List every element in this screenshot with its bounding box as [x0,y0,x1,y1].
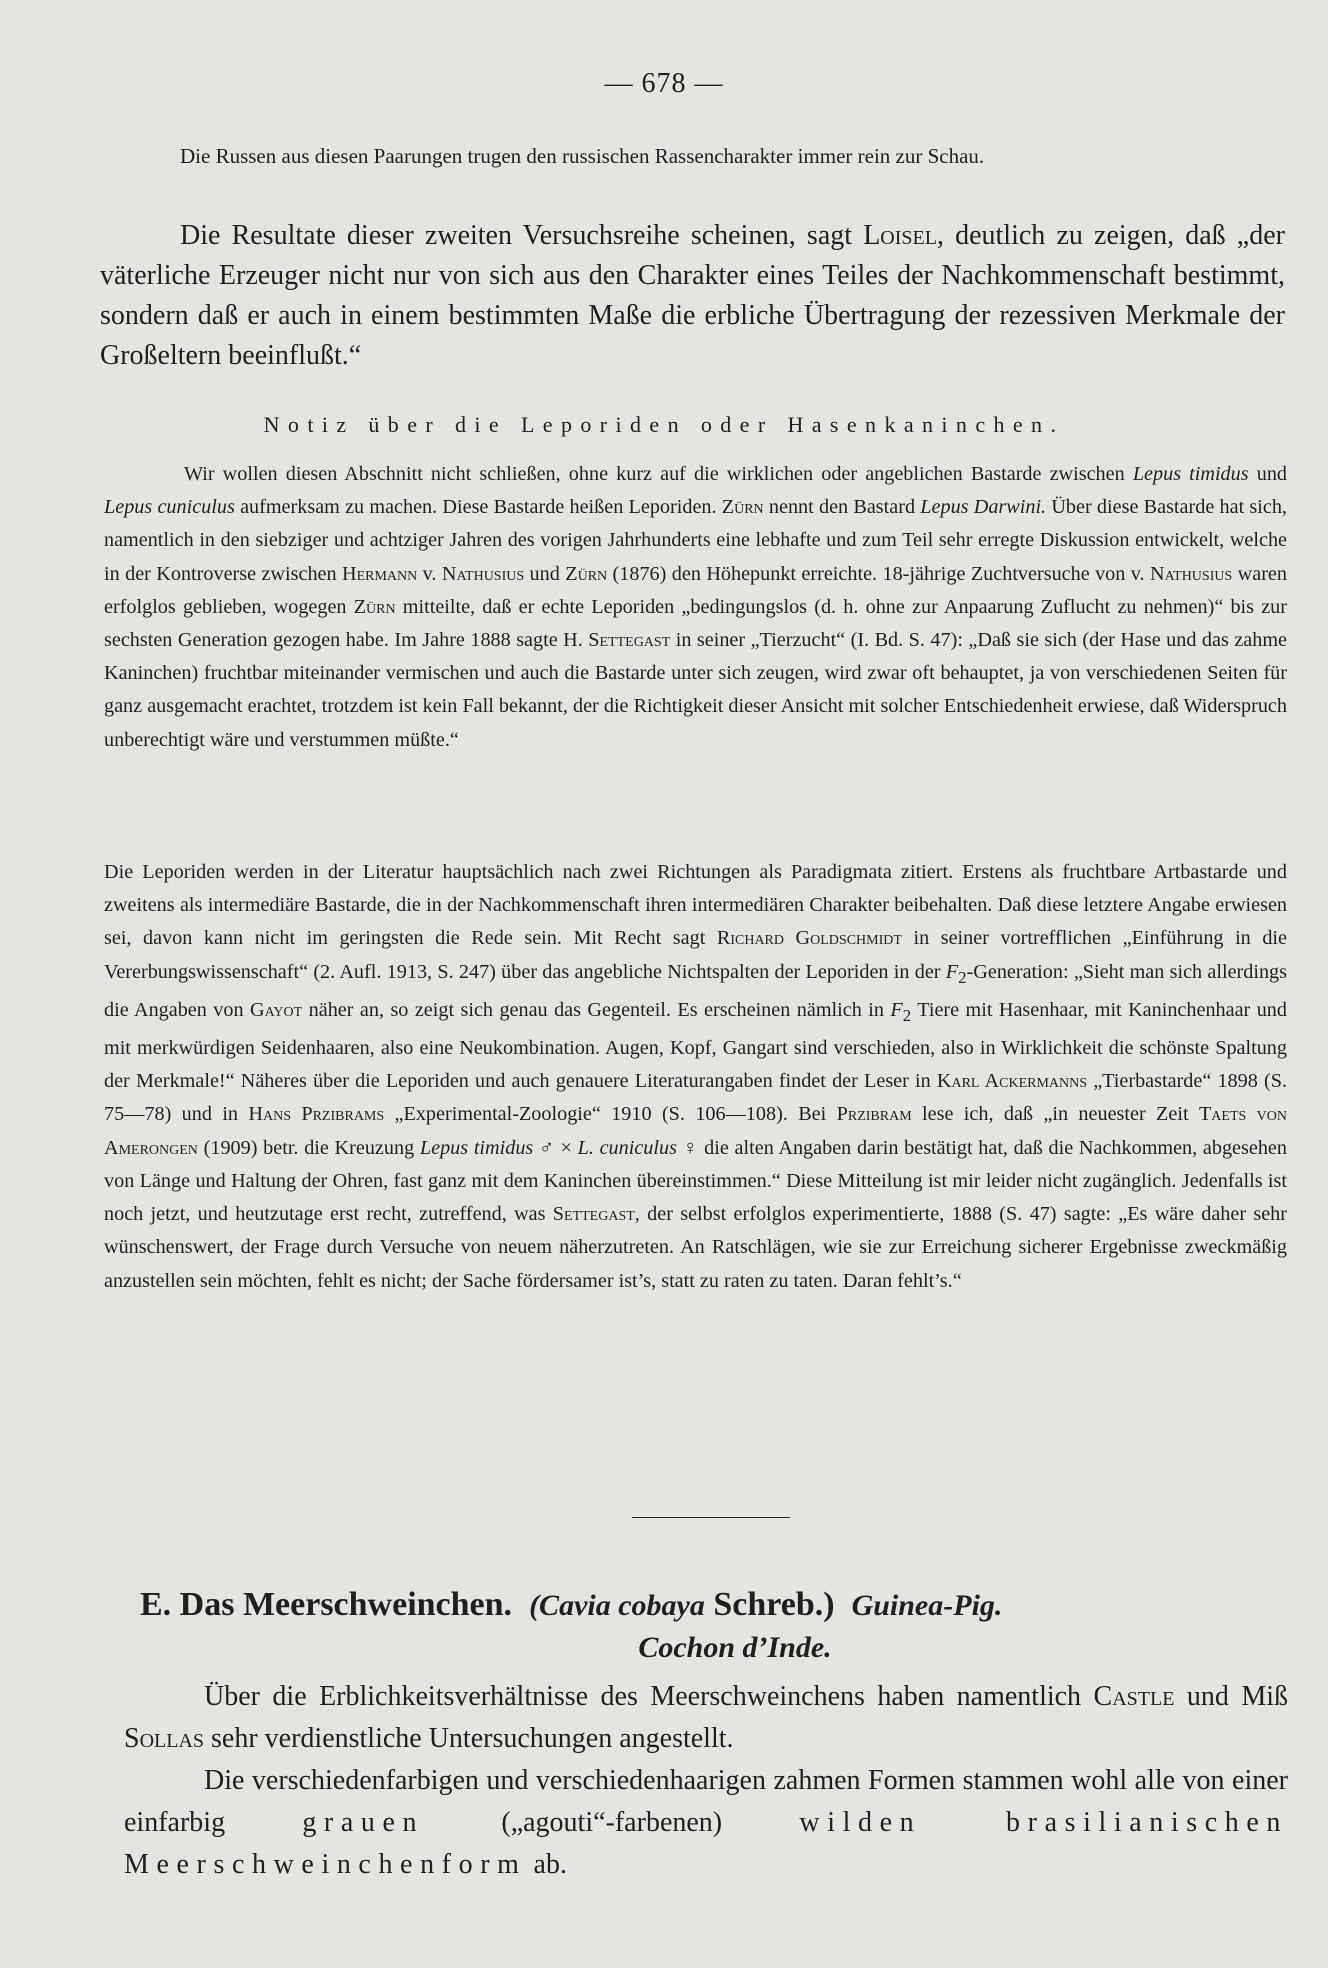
leporiden-paragraph-1 [104,458,1287,757]
text: Tiere mit Hasenhaar, mit Kaninchenhaar und mit merkwürdigen Seidenhaaren, also eine Neukombination. Augen, Kopf, Gangart sind verschieden, also in Wirklichkeit die schönste Spaltung der Merkmale!“ Näheres über die Leporiden und auch genauere Literaturangaben findet der Leser in [104,998,1287,1093]
author-name: Sollas [124,1723,205,1754]
text: sehr verdienstliche Untersuchungen angestellt. [204,1723,734,1754]
text: („agouti“-farbenen) [424,1807,800,1838]
author-name: Settegast [588,629,671,652]
heading-english: Guinea-Pig. [851,1589,1003,1622]
text: mitteilte, daß er echte Leporiden „bedingungslos (d. h. ohne zur Anpaarung Zuflucht zu nehmen)“ bis zur sechsten Generation gezogen habe. Im Jahre 1888 sagte H. [104,595,1287,652]
author-name: Richard Goldschmidt [716,927,902,950]
chapter-heading [140,1584,1290,1669]
text: die alten Angaben darin bestätigt hat, daß die Nachkommen, abgesehen von Länge und Haltung der Ohren, fast ganz mit dem Kaninchen übereinstimmen.“ Diese Mitteilung ist mir leider nicht zugänglich. Jedenfalls ist noch jetzt, und heutzutage erst recht, zutreffend, was [104,1136,1287,1226]
text: näher an, so zeigt sich genau das Gegenteil. Es erscheinen nämlich in [302,998,891,1021]
text: (1909) betr. die Kreuzung [197,1136,420,1159]
intro-paragraph: Die Russen aus diesen Paarungen trugen den russischen Rassencharakter immer rein zur Schau. [180,144,985,168]
male-symbol: ♂ × [533,1136,578,1159]
text: -Generation: „Sieht man sich allerdings die Angaben von [104,960,1287,1021]
text: und [1248,463,1288,485]
species-name: L. cuniculus [577,1136,677,1159]
spaced-emphasis: wilden brasilianischen Meerschweinchenform [124,1807,1289,1880]
text: v. [417,562,442,585]
heading-main: E. Das Meerschweinchen. [140,1586,513,1623]
text: Wir wollen diesen Abschnitt nicht schließen, ohne kurz auf die wirklichen oder angeblichen Bastarde zwischen [184,463,1133,485]
leporiden-paragraph-2 [104,856,1287,1298]
text: und Miß [1174,1681,1288,1712]
text: nennt den Bastard [763,496,921,519]
result-paragraph [100,216,1285,376]
guinea-pig-paragraph-2 [124,1760,1288,1886]
author-name: Zürn [353,595,396,618]
heading-french: Cochon d’Inde. [638,1631,832,1664]
text: Die verschiedenfarbigen und verschiedenhaarigen zahmen Formen stammen wohl alle von einer einfarbig [124,1765,1288,1838]
female-symbol: ♀ [676,1136,699,1159]
generation-subscript: 2 [958,967,967,987]
author-name: Zürn [721,496,764,519]
author-name: Taets von Amerongen [104,1103,1287,1159]
species-name: Lepus Darwini. [920,496,1047,519]
generation-symbol: F [890,998,903,1021]
text: in seiner vortrefflichen „Einführung in die Vererbungswissenschaft“ (2. Aufl. 1913, S. 247) über das angebliche Nichtspalten der Leporiden in der [104,927,1287,983]
text: waren erfolglos geblieben, wogegen [104,562,1287,618]
generation-subscript: 2 [902,1005,912,1025]
author-name: Hermann [342,562,418,585]
author-name: Gayot [250,998,303,1021]
text: Über die Erblichkeitsverhältnisse des Meerschweinchens haben namentlich [204,1681,1094,1712]
text: (1876) den Höhepunkt erreichte. 18-jährige Zuchtversuche von v. [607,562,1150,585]
author-name: Castle [1093,1681,1175,1712]
text: und [524,562,566,585]
generation-symbol: F [945,960,959,983]
page-number: — 678 — [604,68,724,99]
species-name: Lepus timidus [1132,463,1249,485]
species-name: Lepus cuniculus [104,496,235,519]
spaced-emphasis: grauen [302,1807,425,1838]
text: in seiner „Tierzucht“ (I. Bd. S. 47): „Daß sie sich (der Hase und das zahme Kaninchen) fruchtbar miteinander vermischen und auch die Bastarde unter sich zeugen, wird zwar oft behauptet, ja von verschiedenen Seiten für ganz ausgemacht erachtet, trotzdem ist kein Fall bekannt, der die Richtigkeit dieser Ansicht mit solcher Entschiedenheit erwiese, daß Widerspruch unberechtigt wäre und verstummen müßte.“ [104,629,1287,751]
author-name: Przibram [836,1103,912,1126]
guinea-pig-paragraph-1 [124,1676,1288,1760]
species-name: Lepus timidus [419,1136,534,1159]
text: Über diese Bastarde hat sich, namentlich in den siebziger und achtziger Jahren des vorigen Jahrhunderts eine lebhafte und zum Teil sehr erregte Diskussion entwickelt, welche in der Kontroverse zwischen [104,496,1287,585]
result-text: Die Resultate dieser zweiten Versuchsreihe scheinen, sagt [180,220,864,251]
section-subheading: Notiz über die Leporiden oder Hasenkaninchen. [263,412,1065,437]
author-name: Karl Ackermanns [936,1070,1088,1093]
heading-latin: (Cavia cobaya [529,1589,705,1622]
text: „Experimental-Zoologie“ 1910 (S. 106—108). Bei [384,1103,837,1126]
text: aufmerksam zu machen. Diese Bastarde heißen Leporiden. [234,496,722,519]
author-name: Nathusius [441,562,525,585]
result-text: , deutlich zu zeigen, daß „der väterliche Erzeuger nicht nur von sich aus den Charakter eines Teiles der Nachkommenschaft bestimmt, sondern daß er auch in einem bestimmten Maße die erbliche Übertragung der rezessiven Merkmale der Großeltern beeinflußt.“ [100,220,1285,371]
text: „Tierbastarde“ 1898 (S. 75—78) und in [104,1070,1287,1126]
text: Die Leporiden werden in der Literatur hauptsächlich nach zwei Richtungen als Paradigmata zitiert. Erstens als fruchtbare Artbastarde und zweitens als intermediäre Bastarde, die in der Nachkommenschaft ihren intermediären Charakter beibehalten. Daß diese letztere Angabe erwiesen sei, davon kann nicht im geringsten die Rede sein. Mit Recht sagt [104,861,1287,950]
author-name: Zürn [565,562,608,585]
text: ab. [526,1849,567,1880]
heading-author: Schreb.) [704,1586,835,1623]
text: lese ich, daß „in neuester Zeit [911,1103,1199,1126]
author-name: Nathusius [1150,562,1233,585]
section-divider [632,1517,790,1518]
text: , der selbst erfolglos experimentierte, 1888 (S. 47) sagte: „Es wäre daher sehr wünschenswert, der Frage durch Versuche von neuem näherzutreten. An Ratschlägen, wie sie zur Erreichung sicherer Ergebnisse zweckmäßig anzustellen sein möchten, fehlt es nicht; der Sache fördersamer ist’s, statt zu raten zu taten. Daran fehlt’s.“ [104,1203,1287,1292]
author-name: Settegast [552,1203,635,1226]
author-name: Hans Przibrams [248,1103,385,1126]
author-loisel: Loisel [863,220,937,251]
